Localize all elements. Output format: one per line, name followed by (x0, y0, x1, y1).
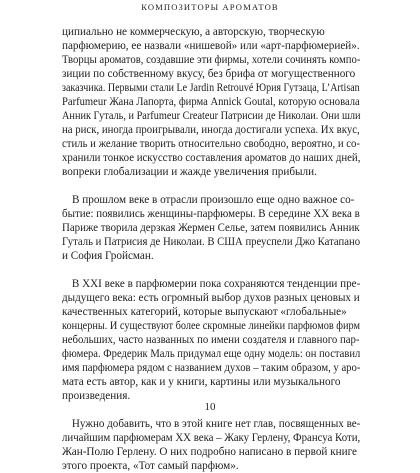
page-number: 10 (204, 401, 216, 413)
text-line: Париже творила дерзкая Жермен Селье, затем появились Анник (62, 222, 360, 234)
text-line: качественных категорий, которые выпускают «глобальные» (62, 306, 347, 318)
text-line: заказчика. Первыми стали Le Jardin Retrouvé Юрия Гутзаца, L’Artisan (62, 82, 360, 94)
text-line: вопреки глобализации и жажде увеличения прибыли. (62, 166, 317, 178)
text-line: фюмера. Фредерик Маль придумал еще одну модель: он поставил (62, 348, 361, 360)
text-line: Гуталь и Патрисия де Николаи. В США преуспели Джо Катапано (62, 236, 361, 248)
text-line: Нужно добавить, что в этой книге нет глав, посвященных ве- (71, 418, 361, 430)
text-line: концерны. И существуют более скромные линейки парфюмов фирм (62, 320, 360, 332)
paragraph-3 (62, 277, 360, 403)
text-line: Parfumeur Жана Лапорта, фирма Annick Goutal, которую основала (62, 96, 360, 108)
paragraph-1 (62, 25, 360, 179)
text-line: имя парфюмера рядом с названием духов – таким образом, у аро- (62, 362, 361, 374)
paragraph-gap (62, 179, 360, 193)
text-line: произведения. (62, 390, 131, 402)
paragraph-4 (62, 417, 360, 473)
text-line: Жан-Полю Герлену. О них подробно написано в первой книге (62, 446, 358, 458)
text-line: стиль и желание творить относительно свободно, вероятно, и со- (62, 138, 361, 150)
text-line: и София Гройсман. (62, 250, 154, 262)
text-line: В прошлом веке в отрасли произошло еще одно важное со- (72, 194, 355, 206)
text-line: небольших, часто названных по имени создателя и главного пар- (62, 334, 360, 346)
text-line: на риск, иногда проигрывали, иногда достигали успеха. Их вкус, (62, 124, 360, 136)
text-line: хранили тонкое искусство составления ароматов до наших дней, (62, 152, 361, 164)
text-line: зиции по собственному вкусу, без брифа от могущественного (62, 68, 356, 80)
text-line: ципиально не коммерческую, а авторскую, творческую (62, 26, 325, 38)
text-line: Творцы ароматов, создавшие эти фирмы, хотели сочинять компо- (62, 54, 361, 66)
text-line: парфюмерию, ее назвали «нишевой» или «арт-парфюмерией». (62, 40, 360, 52)
text-line: мата есть автор, как и у книги, картины или музыкального (62, 376, 341, 388)
text-line: личайшим парфюмерам XX века – Жаку Герлену, Франсуа Коти, (62, 432, 361, 444)
text-line: этого проекта, «Тот самый парфюм». (62, 460, 239, 472)
text-line: Анник Гуталь, и Parfumeur Createur Патрисии де Николаи. Они шли (62, 110, 361, 122)
running-head: КОМПОЗИТОРЫ АРОМАТОВ (141, 2, 279, 12)
text-line: В XXI веке в парфюмерии пока сохраняются тенденции пре- (71, 278, 361, 290)
paragraph-gap (62, 263, 360, 277)
paragraph-2 (62, 193, 360, 263)
text-line: бытие: появились женщины-парфюмеры. В середине XX века в (62, 208, 360, 220)
text-line: дыдущего века: есть огромный выбор духов разных ценовых и (62, 292, 360, 304)
